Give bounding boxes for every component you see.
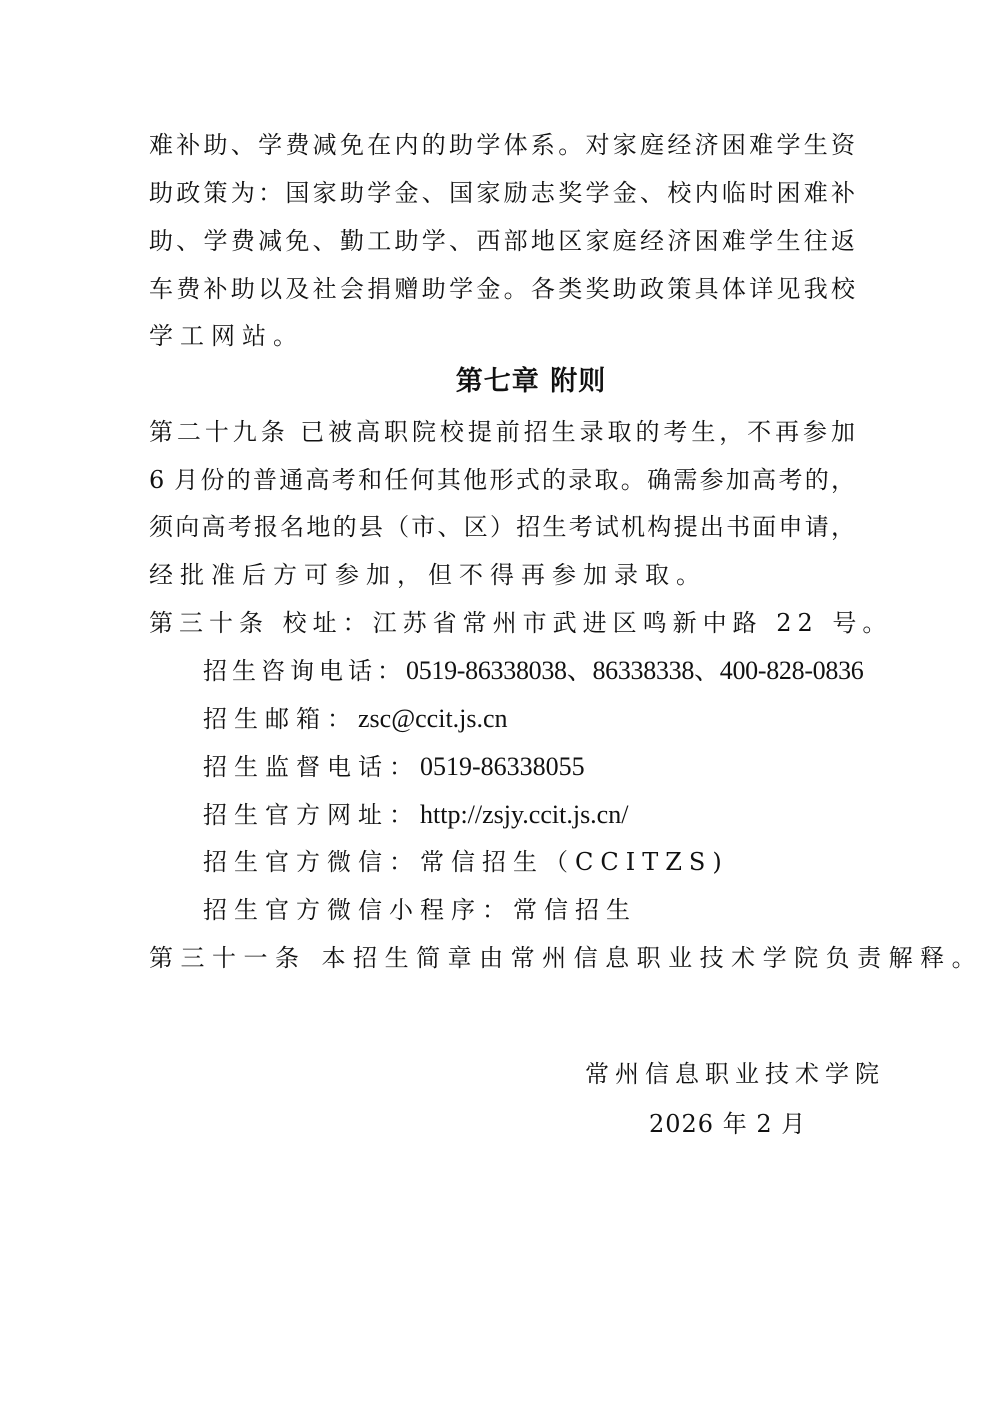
contact-label: 招生官方微信： (203, 848, 420, 876)
contact-label: 招生咨询电话： (203, 657, 406, 685)
contact-value[interactable]: zsc@ccit.js.cn (358, 704, 508, 733)
contact-value: 0519-86338038、86338338、400-828-0836 (406, 656, 864, 685)
paragraph-line: 助政策为：国家助学金、国家励志奖学金、校内临时困难补 (149, 179, 855, 207)
signature-date: 2026 年 2 月 (649, 1110, 807, 1138)
article-30: 第三十条 校址：江苏省常州市武进区鸣新中路 22 号。 (149, 609, 893, 637)
article-29-line: 6 月份的普通高考和任何其他形式的录取。确需参加高考的， (149, 466, 855, 494)
article-29-line: 经批准后方可参加，但不得再参加录取。 (149, 561, 707, 589)
chapter-title: 第七章 附则 (455, 366, 607, 397)
paragraph-line: 学工网站。 (149, 322, 304, 350)
article-29-line: 第二十九条 已被高职院校提前招生录取的考生，不再参加 (149, 418, 855, 446)
article-29-line: 须向高考报名地的县（市、区）招生考试机构提出书面申请， (149, 513, 855, 541)
paragraph-line: 难补助、学费减免在内的助学体系。对家庭经济困难学生资 (149, 131, 855, 159)
contact-supervision-phone (203, 751, 585, 783)
contact-value: 常信招生（CCITZS) (420, 848, 729, 876)
contact-phone (203, 655, 863, 687)
contact-label: 招生官方网址： (203, 801, 420, 829)
contact-value: 常信招生 (513, 896, 637, 924)
contact-email (203, 703, 508, 735)
contact-label: 招生官方微信小程序： (203, 896, 513, 924)
paragraph-line: 助、学费减免、勤工助学、西部地区家庭经济困难学生往返 (149, 227, 855, 255)
contact-website (203, 799, 628, 831)
contact-value[interactable]: http://zsjy.ccit.js.cn/ (420, 800, 629, 829)
contact-miniprogram (203, 894, 637, 926)
contact-label: 招生监督电话： (203, 753, 420, 781)
contact-value: 0519-86338055 (420, 752, 585, 781)
article-31: 第三十一条 本招生简章由常州信息职业技术学院负责解释。 (149, 944, 984, 972)
paragraph-line: 车费补助以及社会捐赠助学金。各类奖助政策具体详见我校 (149, 275, 855, 303)
contact-wechat (203, 846, 729, 878)
signature-org: 常州信息职业技术学院 (585, 1060, 885, 1088)
contact-label: 招生邮箱： (203, 705, 358, 733)
